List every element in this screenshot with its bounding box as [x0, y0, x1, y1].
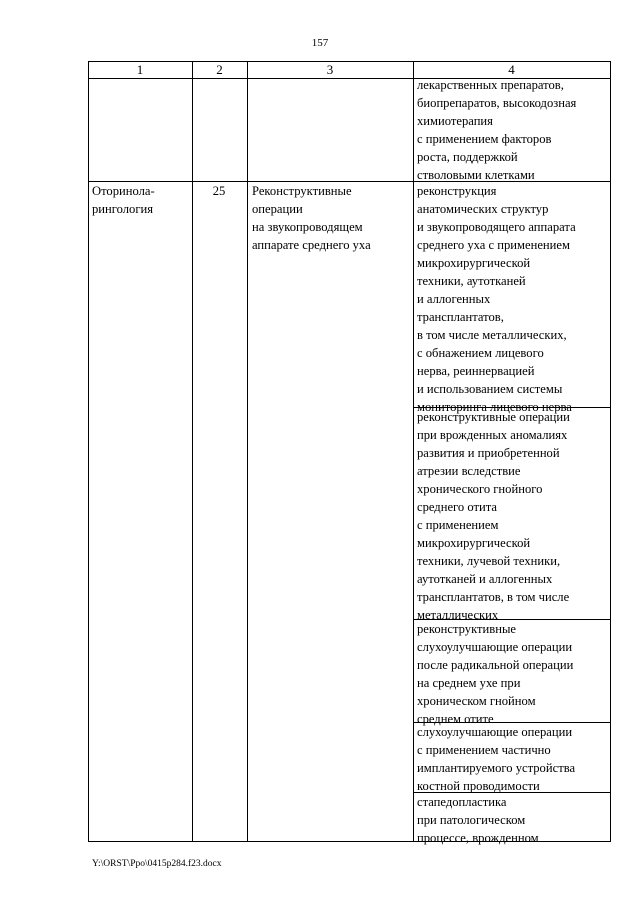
method-cell-5: стапедопластика при патологическом процессе, врожденном [417, 795, 539, 845]
method-cell-1: реконструкция анатомических структур и звукопроводящего аппарата среднего уха с применением микрохирургической техники, аутотканей и аллогенных трансплантатов, в том числе металлических, с обнажением лицевого нерва, реиннервацией и использованием системы мониторинга лицевого нерва [417, 184, 576, 414]
table-border-left [88, 61, 89, 842]
continuation-cell-col4: лекарственных препаратов, биопрепаратов, высокодозная химиотерапия с применением факторов роста, поддержкой стволовыми клетками [417, 78, 577, 182]
header-col-1: 1 [136, 62, 144, 77]
column-divider-3 [413, 61, 414, 842]
specialty-cell: Оторинола- рингология [92, 184, 155, 216]
header-col-2: 2 [216, 62, 223, 77]
header-col-4: 4 [508, 62, 515, 77]
method-cell-2: реконструктивные операции при врожденных аномалиях развития и приобретенной атрезии вследствие хронического гнойного среднего отита с применением микрохирургической техники, лучевой техники, аутотканей и аллогенных трансплантатов, в том числе металлических [417, 410, 570, 622]
group-number-cell: 25 [212, 184, 226, 198]
method-cell-3: реконструктивные слухоулучшающие операции после радикальной операции на среднем ухе при хроническом гнойном среднем отите [417, 622, 574, 726]
intervention-name-cell: Реконструктивные операции на звукопроводящем аппарате среднего уха [252, 184, 371, 252]
method-cell-4: слухоулучшающие операции с применением частично имплантируемого устройства костной проводимости [417, 725, 576, 793]
page-number: 157 [311, 37, 329, 49]
header-col-3: 3 [326, 62, 334, 77]
document-table [88, 61, 611, 845]
footer-file-path: Y:\ORST\Ppo\0415p284.f23.docx [92, 859, 222, 869]
column-divider-2 [247, 61, 248, 842]
column-divider-1 [192, 61, 193, 842]
